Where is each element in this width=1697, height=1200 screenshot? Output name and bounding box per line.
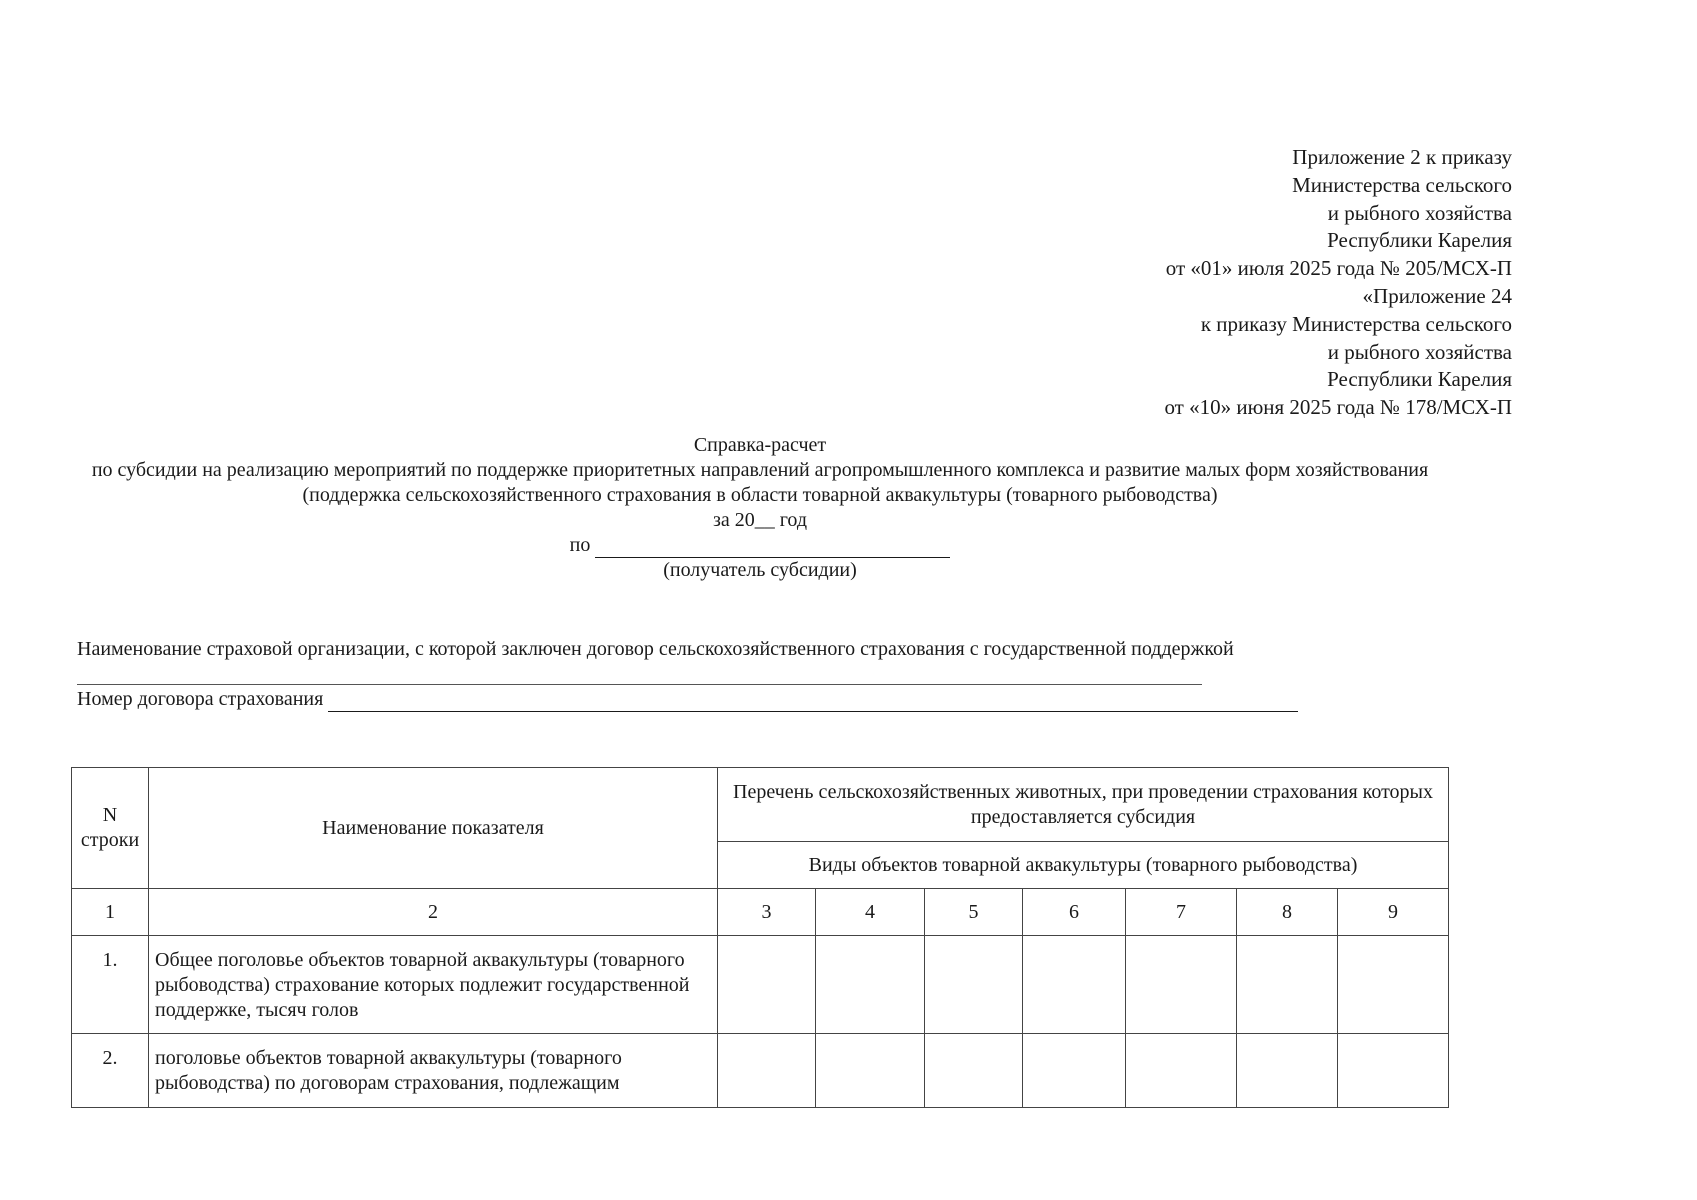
subsidy-calculation-table: [71, 767, 1449, 1108]
value-cell[interactable]: [1126, 936, 1237, 1034]
column-number: 4: [816, 889, 925, 936]
row-number: 2.: [72, 1034, 149, 1108]
recipient-prefix: по: [569, 534, 591, 556]
value-cell[interactable]: [816, 1034, 925, 1108]
header-line: Республики Карелия: [1327, 228, 1512, 253]
contract-number-label: Номер договора страхования: [77, 688, 324, 710]
header-indicator-name: Наименование показателя: [149, 768, 718, 889]
column-number: 8: [1237, 889, 1338, 936]
header-line: «Приложение 24: [1362, 283, 1512, 308]
table-row: [72, 1034, 1449, 1108]
insurer-blank-line: [77, 684, 1202, 685]
value-cell[interactable]: [1237, 1034, 1338, 1108]
header-aquaculture-types: Виды объектов товарной аквакультуры (товарного рыбоводства): [718, 842, 1449, 889]
order-appendix-header: [1164, 144, 1512, 422]
column-number: 6: [1023, 889, 1126, 936]
header-line: и рыбного хозяйства: [1327, 200, 1512, 225]
value-cell[interactable]: [1237, 936, 1338, 1034]
column-number: 1: [72, 889, 149, 936]
column-number: 9: [1338, 889, 1449, 936]
column-number: 3: [718, 889, 816, 936]
indicator-name: поголовье объектов товарной аквакультуры (товарного рыбоводства) по договорам страхования, подлежащим: [149, 1034, 718, 1108]
contract-number-row: [77, 687, 1298, 712]
value-cell[interactable]: [718, 936, 816, 1034]
table-row: [72, 936, 1449, 1034]
indicator-name: Общее поголовье объектов товарной аквакультуры (товарного рыбоводства) страхование которых подлежит государственной поддержке, тысяч голов: [149, 936, 718, 1034]
header-line: и рыбного хозяйства: [1327, 339, 1512, 364]
title-main: Справка-расчет: [693, 434, 827, 456]
value-cell[interactable]: [1338, 936, 1449, 1034]
column-number: 5: [925, 889, 1023, 936]
value-cell[interactable]: [718, 1034, 816, 1108]
recipient-blank: [595, 537, 950, 558]
header-line: от «01» июля 2025 года № 205/МСХ-П: [1165, 256, 1512, 281]
header-line: к приказу Министерства сельского: [1200, 311, 1512, 336]
title-clarification: (поддержка сельскохозяйственного страхования в области товарной аквакультуры (товарного рыбоводства): [302, 484, 1218, 506]
value-cell[interactable]: [1023, 936, 1126, 1034]
title-year: за 20__ год: [712, 509, 808, 531]
recipient-caption: (получатель субсидии): [663, 559, 857, 581]
header-line: Приложение 2 к приказу: [1292, 145, 1512, 169]
contract-number-blank: [328, 691, 1298, 712]
header-animal-list: Перечень сельскохозяйственных животных, при проведении страхования которых предоставляется субсидия: [718, 768, 1449, 842]
insurer-label: Наименование страховой организации, с которой заключен договор сельскохозяйственного страхования с государственной поддержкой: [77, 638, 1234, 660]
header-line: Республики Карелия: [1327, 367, 1512, 392]
column-number: 2: [149, 889, 718, 936]
header-row-number: N строки: [72, 768, 149, 889]
header-line: от «10» июня 2025 года № 178/МСХ-П: [1164, 395, 1512, 420]
header-line: Министерства сельского: [1292, 172, 1512, 197]
title-subject: по субсидии на реализацию мероприятий по поддержке приоритетных направлений агропромышленного комплекса и развитие малых форм хозяйствования: [91, 459, 1429, 481]
value-cell[interactable]: [925, 1034, 1023, 1108]
document-title: [70, 433, 1450, 583]
column-number: 7: [1126, 889, 1237, 936]
row-number: 1.: [72, 936, 149, 1034]
value-cell[interactable]: [1126, 1034, 1237, 1108]
value-cell[interactable]: [816, 936, 925, 1034]
value-cell[interactable]: [1338, 1034, 1449, 1108]
recipient-line: [70, 533, 1450, 558]
value-cell[interactable]: [1023, 1034, 1126, 1108]
value-cell[interactable]: [925, 936, 1023, 1034]
